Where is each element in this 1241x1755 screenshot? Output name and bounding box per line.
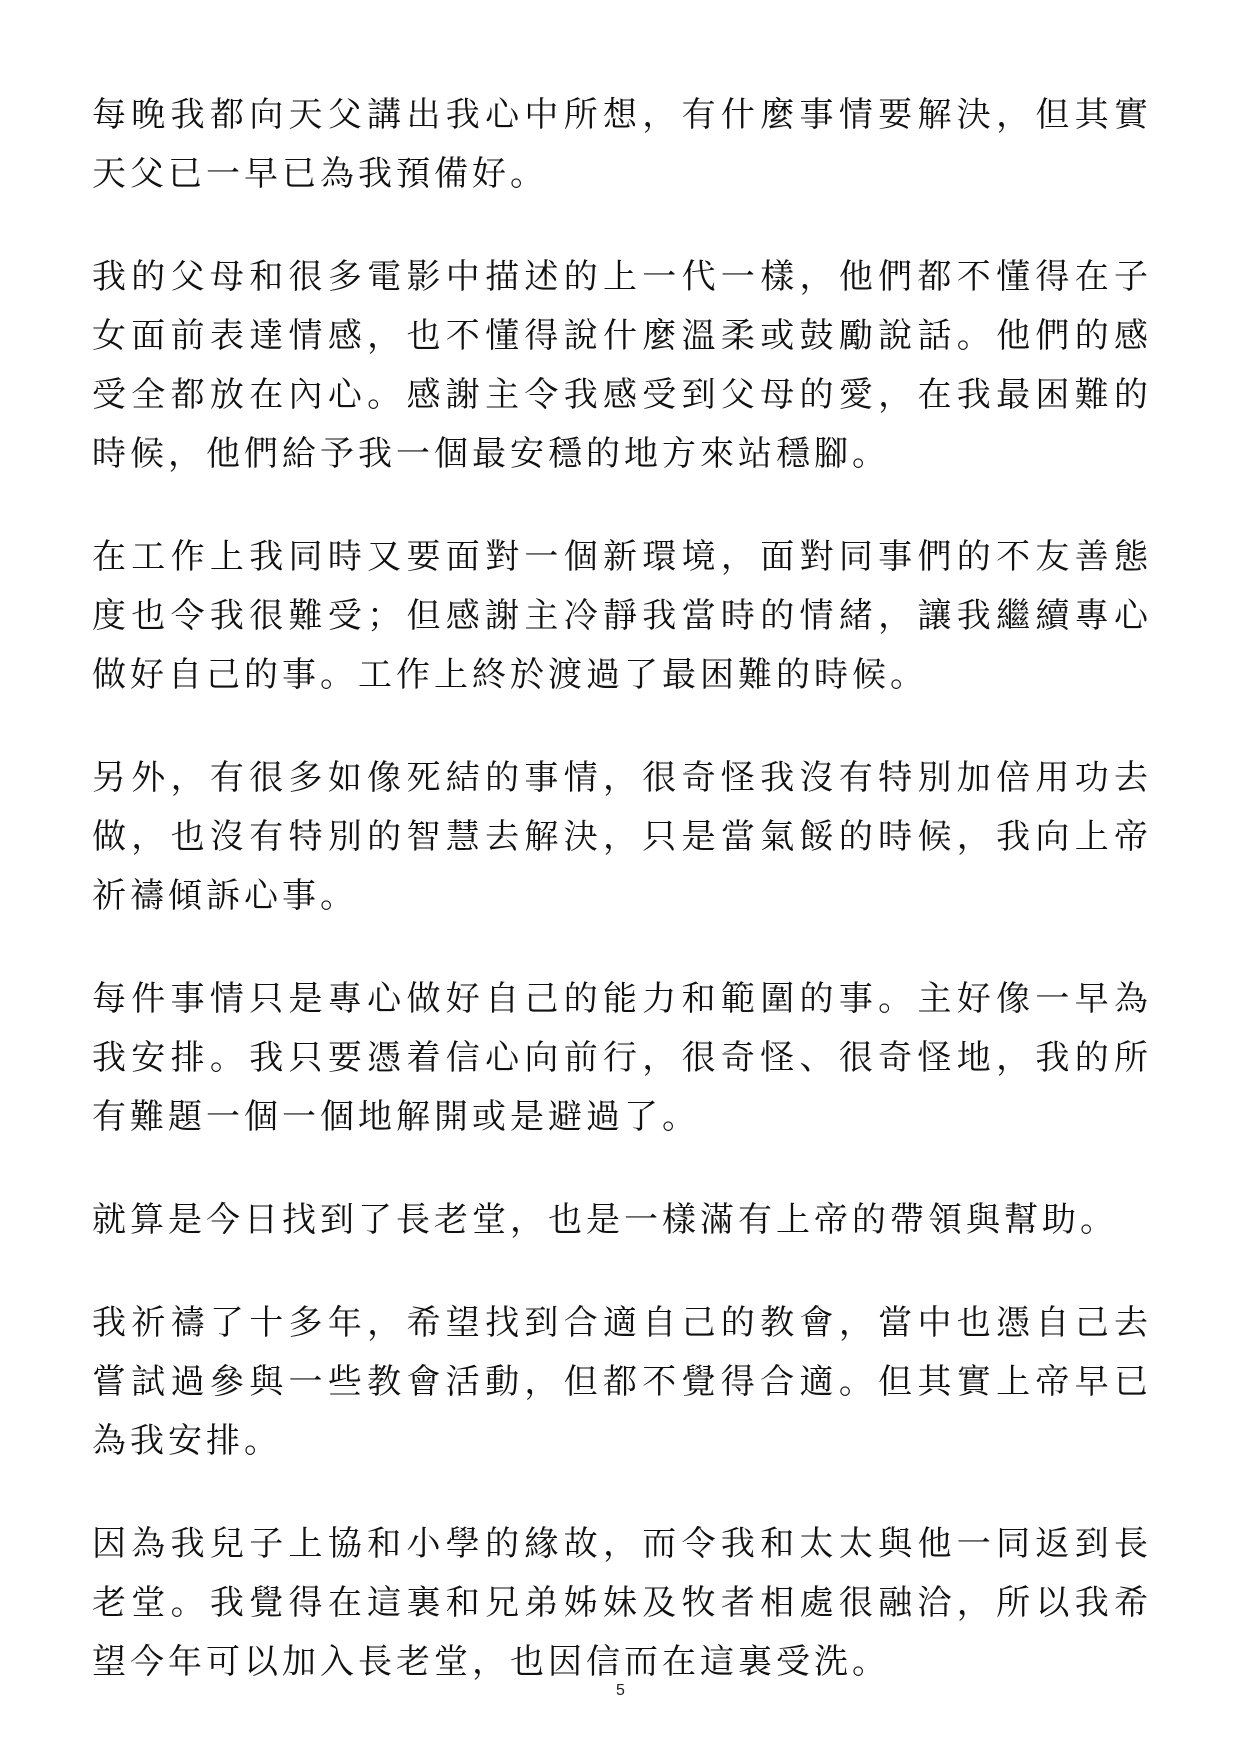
paragraph-2: 我的父母和很多電影中描述的上一代一樣，他們都不懂得在子女面前表達情感，也不懂得說什麼溫柔或鼓勵說話。他們的感受全都放在內心。感謝主令我感受到父母的愛，在我最困難的時候，他們給予我一個最安穩的地方來站穩腳。 bbox=[92, 257, 1152, 474]
body-text bbox=[92, 86, 1152, 1736]
paragraph-5: 每件事情只是專心做好自己的能力和範圍的事。主好像一早為我安排。我只要憑着信心向前行，很奇怪、很奇怪地，我的所有難題一個一個地解開或是避過了。 bbox=[92, 979, 1152, 1137]
paragraph-8: 因為我兒子上協和小學的緣故，而令我和太太與他一同返到長老堂。我覺得在這裏和兄弟姊妹及牧者相處很融洽，所以我希望今年可以加入長老堂，也因信而在這裏受洗。 bbox=[92, 1524, 1152, 1682]
paragraph-7: 我祈禱了十多年，希望找到合適自己的教會，當中也憑自己去嘗試過參與一些教會活動，但都不覺得合適。但其實上帝早已為我安排。 bbox=[92, 1303, 1152, 1461]
paragraph-3: 在工作上我同時又要面對一個新環境，面對同事們的不友善態度也令我很難受；但感謝主冷靜我當時的情緒，讓我繼續專心做好自己的事。工作上終於渡過了最困難的時候。 bbox=[92, 537, 1152, 695]
paragraph-6: 就算是今日找到了長老堂，也是一樣滿有上帝的帶領與幫助。 bbox=[92, 1200, 1118, 1240]
paragraph-1: 每晚我都向天父講出我心中所想，有什麼事情要解決，但其實天父已一早已為我預備好。 bbox=[92, 95, 1152, 194]
page-number: 5 bbox=[616, 1682, 625, 1699]
paragraph-4: 另外，有很多如像死結的事情，很奇怪我沒有特別加倍用功去做，也沒有特別的智慧去解決，只是當氣餒的時候，我向上帝祈禱傾訴心事。 bbox=[92, 758, 1152, 916]
